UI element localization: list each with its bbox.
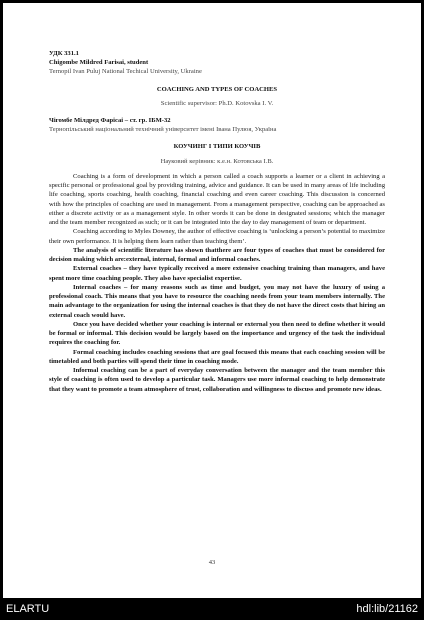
author-ua: Чігомбе Мілдред Фарісаі – ст. гр. ІБМ-32 bbox=[49, 117, 171, 125]
author-en: Chigombe Mildred Farisai, student bbox=[49, 59, 149, 67]
page-number: 43 bbox=[208, 559, 216, 566]
repository-footer bbox=[0, 598, 424, 620]
article-body bbox=[49, 172, 385, 394]
udk-code: УДК 331.1 bbox=[49, 50, 79, 57]
repository-name: ELARTU bbox=[6, 603, 50, 615]
paragraph: Informal coaching can be a part of everyday conversation between the manager and the team member this style of coaching is often used to develop a particular task. Managers use more informal coaching to help demonstrate that they want to promote a team atmosphere of trust, collaboration and willingness to discuss and promote new ideas. bbox=[49, 367, 385, 393]
title-en: COACHING AND TYPES OF COACHES bbox=[156, 85, 278, 93]
supervisor-en: Scientific supervisor: Ph.D. Kotovska I. V. bbox=[160, 99, 274, 107]
affiliation-ua: Тернопільський національний технічний університет імені Івана Пулюя, Україна bbox=[49, 126, 277, 134]
paragraph: Formal coaching includes coaching sessions that are goal focused this means that each coaching session will be timetabled and both parties will spend their time in coaching mode. bbox=[49, 348, 385, 365]
paragraph: Coaching according to Myles Downey, the author of effective coaching is ‘unlocking a person’s potential to maximize their own performance. It is helping them learn rather than teaching them’. bbox=[49, 228, 386, 245]
article-content bbox=[49, 49, 385, 394]
paragraph: Once you have decided whether your coaching is internal or external you then need to define whether it would be formal or informal. This decision would be largely based on the importance and urgency of the task the individual requires the coaching for. bbox=[49, 320, 385, 347]
title-ua: КОУЧИНГ І ТИПИ КОУЧІВ bbox=[173, 143, 261, 151]
paragraph: The analysis of scientific literature has shown thatthere are four types of coaches that must be considered for decision making which are:external, internal, formal and informal coaches. bbox=[49, 246, 385, 264]
supervisor-ua: Науковий керівник: к.е.н. Котовська І.В. bbox=[160, 157, 274, 165]
handle-id: hdl:lib/21162 bbox=[356, 603, 418, 615]
paragraph: Internal coaches – for many reasons such as time and budget, you may not have the luxury of using a professional coach. This means that you have to resource the coaching needs from your team members internally. The main advantage to the organization for using the internal coaches is that they do not have the direct costs that hiring an external coach would have. bbox=[49, 283, 385, 319]
document-page bbox=[3, 3, 421, 598]
paragraph: External coaches – they have typically received a more extensive coaching training than managers, and have spent more time coaching people. They also have specialist expertise. bbox=[49, 265, 385, 282]
paragraph: Coaching is a form of development in which a person called a coach supports a learner or a client in achieving a specific personal or professional goal by providing training, advice and guidance. It can be used in many areas of life including life coaching, sports coaching, health coaching, financial coaching and even career coaching. This discussion is concerned with how the principles of coaching are used in management. From a management perspective, coaching can be approached as either a discrete activity or as a management style. In other words it can be done in designated sessions; which the manager and the team member recognized as such; or it can be integrated into the day to day management of team or department. bbox=[49, 172, 385, 227]
affiliation-en: Ternopil Ivan Puluj National Techical University, Ukraine bbox=[49, 68, 202, 76]
